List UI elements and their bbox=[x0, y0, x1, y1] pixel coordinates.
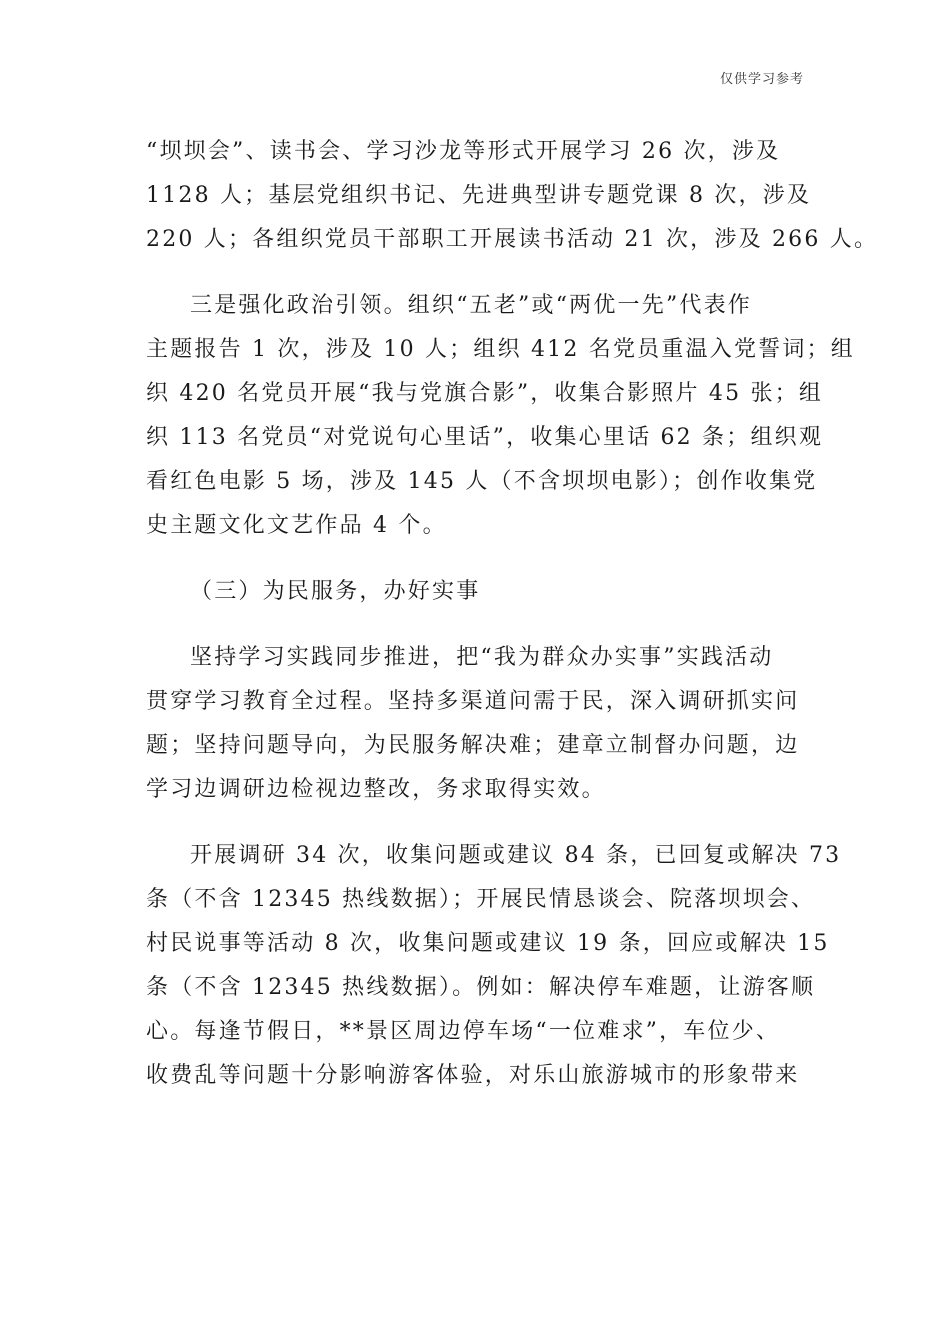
text-line: 织 420 名党员开展“我与党旗合影”，收集合影照片 45 张；组 bbox=[146, 381, 824, 406]
text-line: 三是强化政治引领。组织“五老”或“两优一先”代表作 bbox=[190, 293, 752, 318]
text-line: 条（不含 12345 热线数据）。例如：解决停车难题，让游客顺 bbox=[146, 975, 816, 1000]
text-line: 看红色电影 5 场，涉及 145 人（不含坝坝电影）；创作收集党 bbox=[146, 469, 818, 494]
text-line: 村民说事等活动 8 次，收集问题或建议 19 条，回应或解决 15 bbox=[146, 931, 830, 956]
text-line: 史主题文化文艺作品 4 个。 bbox=[146, 513, 447, 538]
header-note: 仅供学习参考 bbox=[719, 72, 804, 87]
text-line: 坚持学习实践同步推进，把“我为群众办实事”实践活动 bbox=[190, 645, 774, 670]
text-line: 1128 人；基层党组织书记、先进典型讲专题党课 8 次，涉及 bbox=[146, 183, 812, 208]
paragraph-research-results bbox=[146, 834, 842, 1098]
text-line: 条（不含 12345 热线数据）；开展民情恳谈会、院落坝坝会、 bbox=[146, 887, 816, 912]
text-line: 题；坚持问题导向，为民服务解决难；建章立制督办问题，边 bbox=[146, 733, 800, 758]
document-body bbox=[146, 130, 879, 1120]
text-line: 贯穿学习教育全过程。坚持多渠道问需于民，深入调研抓实问 bbox=[146, 689, 800, 714]
text-line: 心。每逢节假日，**景区周边停车场“一位难求”，车位少、 bbox=[146, 1019, 781, 1044]
text-line: 织 113 名党员“对党说句心里话”，收集心里话 62 条；组织观 bbox=[146, 425, 824, 450]
section-heading bbox=[146, 570, 806, 614]
text-line: 220 人；各组织党员干部职工开展读书活动 21 次，涉及 266 人。 bbox=[146, 227, 879, 252]
text-line: 收费乱等问题十分影响游客体验，对乐山旅游城市的形象带来 bbox=[146, 1063, 800, 1088]
text-line: “坝坝会”、读书会、学习沙龙等形式开展学习 26 次，涉及 bbox=[146, 139, 781, 164]
paragraph-practice-promotion bbox=[146, 636, 806, 812]
text-line: 学习边调研边检视边整改，务求取得实效。 bbox=[146, 777, 606, 802]
text-line: 开展调研 34 次，收集问题或建议 84 条，已回复或解决 73 bbox=[190, 843, 842, 868]
paragraph-study-activities bbox=[146, 130, 879, 262]
paragraph-political-guidance bbox=[146, 284, 855, 548]
heading-text: （三）为民服务，办好实事 bbox=[190, 579, 481, 604]
text-line: 主题报告 1 次，涉及 10 人；组织 412 名党员重温入党誓词；组 bbox=[146, 337, 855, 362]
